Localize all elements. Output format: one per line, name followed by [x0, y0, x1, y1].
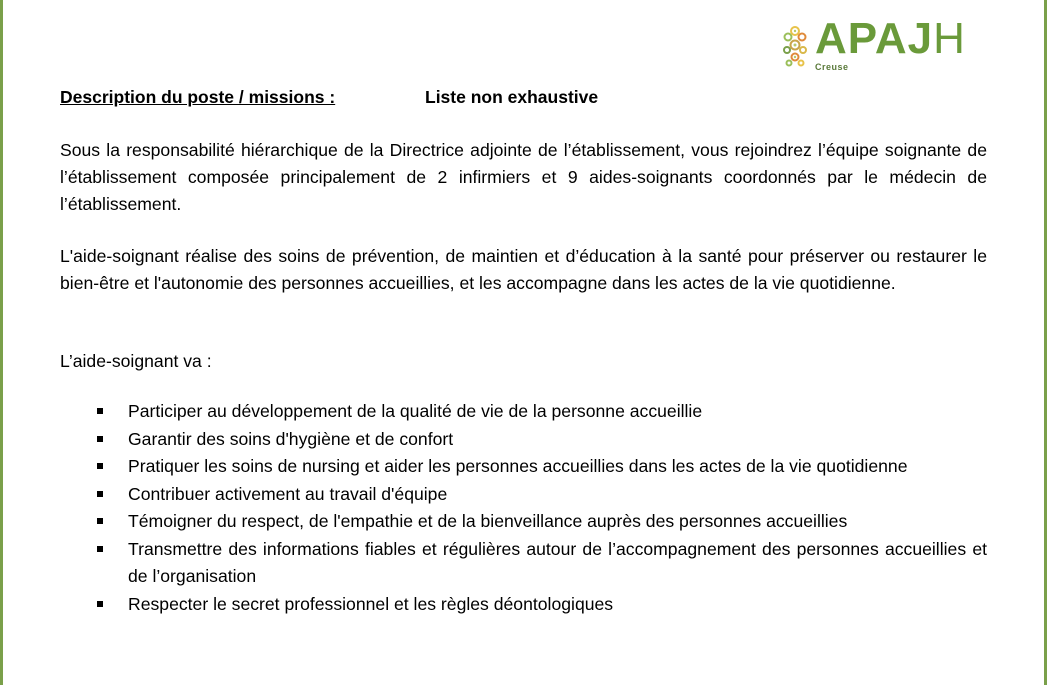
paragraph-role: L'aide-soignant réalise des soins de prévention, de maintien et d’éducation à la santé pour préserver ou restaurer le bien-être et l'autonomie des personnes accueillies, et les accompagne dans les actes de la vie quotidienne.	[60, 246, 987, 293]
list-item	[60, 481, 987, 509]
mission-text: Témoigner du respect, de l'empathie et de la bienveillance auprès des personnes accueillies	[128, 511, 848, 531]
bullet-icon	[97, 436, 103, 442]
list-item	[60, 536, 987, 591]
mission-text: Participer au développement de la qualité de vie de la personne accueillie	[128, 401, 703, 421]
mission-text: Respecter le secret professionnel et les règles déontologiques	[128, 593, 614, 614]
heading-title: Description du poste / missions :	[60, 87, 336, 107]
list-item	[60, 453, 987, 481]
bullet-icon	[97, 546, 103, 552]
bullet-icon	[97, 463, 103, 469]
paragraph-intro: L’aide-soignant va :	[60, 351, 212, 371]
heading-subtitle: Liste non exhaustive	[425, 87, 599, 107]
list-item	[60, 591, 987, 619]
logo-wordmark	[815, 14, 966, 63]
section-heading	[60, 87, 599, 108]
bullet-icon	[97, 601, 103, 607]
mission-text: Transmettre des informations fiables et régulières autour de l’accompagnement des personnes accueillies et de l’organisation	[128, 538, 987, 586]
mission-text: Contribuer activement au travail d'équipe	[128, 483, 448, 504]
mission-text: Pratiquer les soins de nursing et aider les personnes accueillies dans les actes de la vie quotidienne	[128, 456, 908, 476]
logo-subtitle: Creuse	[815, 62, 849, 72]
logo-last-letter: H	[933, 14, 966, 63]
bullet-icon	[97, 408, 103, 414]
bullet-icon	[97, 518, 103, 524]
logo-main-text: APAJ	[815, 14, 934, 63]
apajh-logo	[779, 14, 969, 77]
list-item	[60, 398, 987, 426]
list-item	[60, 508, 987, 536]
flower-icon	[779, 23, 811, 69]
paragraph-hierarchy: Sous la responsabilité hiérarchique de la Directrice adjointe de l’établissement, vous rejoindrez l’équipe soignante de l’établissement composée principalement de 2 infirmiers et 9 aides-soignants coordonnés par le médecin de l’établissement.	[60, 140, 987, 214]
missions-list	[60, 398, 987, 618]
bullet-icon	[97, 491, 103, 497]
mission-text: Garantir des soins d'hygiène et de confort	[128, 428, 454, 449]
list-item	[60, 426, 987, 454]
